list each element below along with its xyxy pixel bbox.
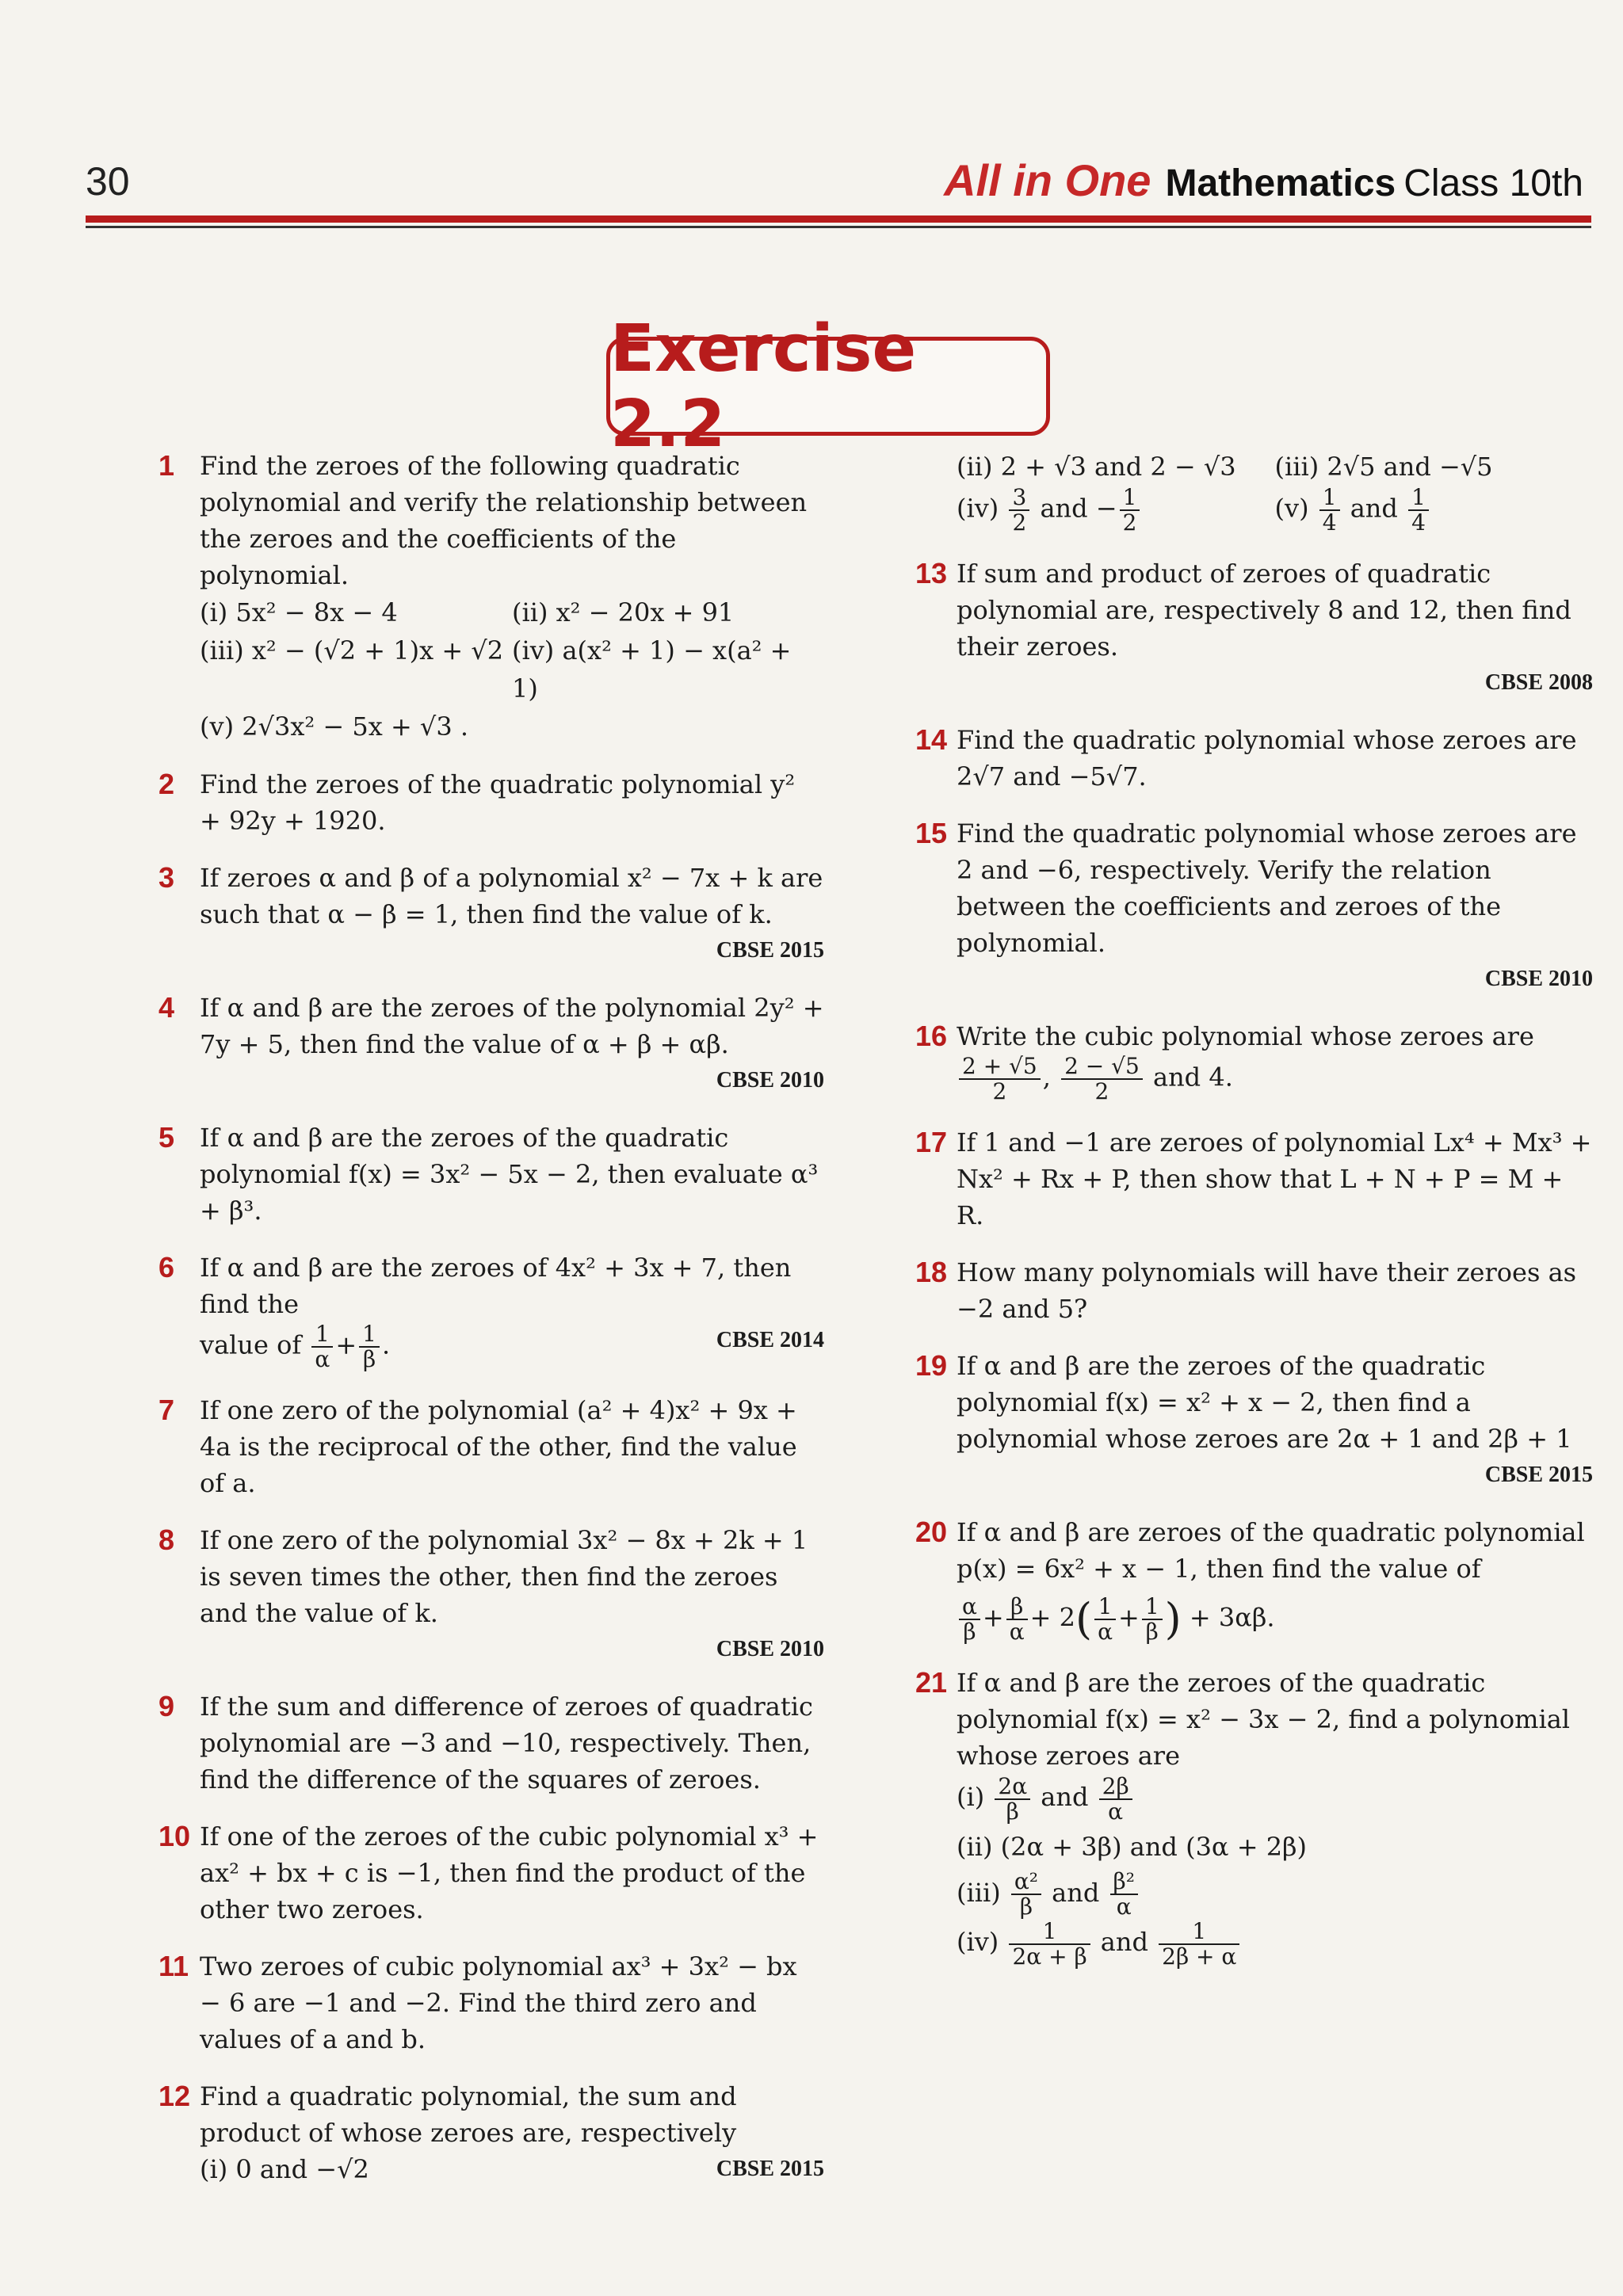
question-number: 10 [158,1820,191,1852]
fraction: $\frac{3}{2}$ [1009,486,1029,535]
question-number: 2 [158,768,175,800]
part-iv: (iv) a(x² + 1) − x(a² + 1) [512,635,792,704]
question-10 [158,1818,824,1928]
part-v: (v) $\frac{1}{4}$ and $\frac{1}{4}$ [1275,486,1594,535]
brand-class: Class 10th [1403,162,1583,204]
question-text: Find a quadratic polynomial, the sum and product of whose zeroes are, respectively [200,2081,737,2148]
source-tag: CBSE 2015 [1484,1463,1593,1487]
brand [944,154,1583,206]
part-iii: (iii) x² − (√2 + 1)x + √2 [200,635,504,666]
question-5 [158,1119,824,1229]
question-number: 5 [158,1121,175,1154]
question-1 [158,448,824,746]
question-number: 3 [158,861,175,894]
fraction: $\frac{1}{\alpha}$ [311,1322,333,1371]
part-ii: (ii) x² − 20x + 91 [512,597,735,627]
question-number: 19 [915,1349,948,1382]
question-text: If the sum and difference of zeroes of quadratic polynomial are −3 and −10, respectively. Then, find the difference of the squares of zeroes. [200,1691,813,1794]
source-tag: CBSE 2014 [716,1328,824,1352]
question-14 [915,722,1593,795]
question-20-expression: $\frac{\alpha}{\beta}$ + $\frac{\beta}{\alpha}$ + 2( $\frac{1}{\alpha}$ + $\frac{1}{\beta}$ ) + 3αβ. [957,1595,1593,1644]
question-number: 7 [158,1394,175,1426]
question-12-continued [915,448,1593,535]
question-text: If α and β are the zeroes of the quadratic polynomial f(x) = x² + x − 2, then find a polynomial whose zeroes are 2α + 1 and 2β + 1 [957,1351,1572,1454]
question-number: 16 [915,1020,948,1052]
question-number: 9 [158,1690,175,1722]
question-18 [915,1254,1593,1327]
part-iv: (iv) $\frac{1}{2\alpha + \beta}$ and $\frac{1}{2\beta + \alpha}$ [957,1919,1593,1969]
page-header [0,0,1623,238]
fraction: $\frac{\text{α²}}{\beta}$ [1011,1870,1041,1919]
fraction: $\frac{2\beta}{\alpha}$ [1099,1775,1132,1824]
question-6-expression: value of $\frac{1}{\alpha}$ + $\frac{1}{\beta}$ . CBSE 2014 [200,1321,824,1372]
source-tag: CBSE 2010 [716,1637,824,1661]
part-i: (i) $\frac{2\alpha}{\beta}$ and $\frac{2\beta}{\alpha}$ [957,1774,1593,1824]
question-number: 11 [158,1950,189,1982]
fraction: $\frac{2 - √5}{2}$ [1061,1055,1143,1104]
question-text: Two zeroes of cubic polynomial ax³ + 3x² − bx − 6 are −1 and −2. Find the third zero and values of a and b. [200,1951,797,2054]
part-ii: (ii) (2α + 3β) and (3α + 2β) [957,1831,1308,1862]
question-number: 1 [158,449,175,482]
question-text: If 1 and −1 are zeroes of polynomial Lx⁴ + Mx³ + Nx² + Rx + P, then show that L + N + P = M + R. [957,1127,1592,1230]
fraction: $\frac{1}{4}$ [1319,486,1340,535]
right-column [915,448,1593,1989]
question-text: If α and β are the zeroes of the quadratic polynomial f(x) = x² − 3x − 2, find a polynomial whose zeroes are [957,1668,1570,1771]
part-iii: (iii) $\frac{\text{α²}}{\beta}$ and $\frac{\text{β²}}{\alpha}$ [957,1870,1593,1920]
question-text: If α and β are zeroes of the quadratic polynomial p(x) = 6x² + x − 1, then find the value of [957,1517,1585,1584]
fraction: $\frac{1}{2\alpha + \beta}$ [1009,1920,1090,1969]
fraction: $\frac{1}{4}$ [1408,486,1429,535]
question-text: If one of the zeroes of the cubic polynomial x³ + ax² + bx + c is −1, then find the product of the other two zeroes. [200,1821,819,1924]
question-12 [158,2078,824,2187]
fraction: $\frac{2\alpha}{\beta}$ [995,1775,1030,1824]
question-2 [158,766,824,839]
question-text: If zeroes α and β of a polynomial x² − 7x + k are such that α − β = 1, then find the value of k. [200,863,823,929]
fraction: $\frac{\text{β²}}{\alpha}$ [1110,1870,1138,1919]
question-9 [158,1688,824,1798]
question-number: 15 [915,817,948,849]
brand-subject: Mathematics [1165,162,1396,204]
part-ii: (ii) 2 + √3 and 2 − √3 [957,452,1236,482]
question-text: How many polynomials will have their zeroes as −2 and 5? [957,1257,1577,1324]
header-rule-red [86,215,1591,223]
question-text: Find the zeroes of the quadratic polynomial y² + 92y + 1920. [200,769,796,836]
part-v: (v) 2√3x² − 5x + √3 . [200,711,469,742]
question-number: 17 [915,1126,948,1158]
question-15 [915,815,1593,997]
question-parts [200,593,824,746]
header-rule-dark [86,226,1591,228]
question-13 [915,555,1593,701]
question-16 [915,1018,1593,1104]
source-tag: CBSE 2015 [716,938,824,963]
question-16-expression: $\frac{2 + √5}{2}$ , $\frac{2 - √5}{2}$ and 4. [957,1055,1593,1104]
question-21 [915,1665,1593,1969]
source-tag: CBSE 2015 [716,2157,824,2181]
question-text: Find the quadratic polynomial whose zeroes are 2√7 and −5√7. [957,725,1577,791]
brand-logo: All in One [944,155,1151,205]
question-text: If α and β are the zeroes of 4x² + 3x + 7, then find the [200,1253,792,1319]
question-text: If α and β are the zeroes of the quadratic polynomial f(x) = 3x² − 5x − 2, then evaluate α³ + β³. [200,1123,819,1226]
fraction: $\frac{1}{2}$ [1120,486,1140,535]
source-tag: CBSE 2010 [716,1068,824,1093]
question-12-part-i: (i) 0 and −√2 CBSE 2015 [200,2151,824,2187]
question-number: 6 [158,1251,175,1283]
question-number: 13 [915,557,948,589]
question-text: If sum and product of zeroes of quadratic polynomial are, respectively 8 and 12, then find their zeroes. [957,559,1571,662]
left-column [158,448,824,2208]
source-tag: CBSE 2010 [1484,967,1593,991]
question-text: If α and β are the zeroes of the polynomial 2y² + 7y + 5, then find the value of α + β + αβ. [200,993,824,1059]
question-20 [915,1514,1593,1644]
question-6 [158,1249,824,1371]
fraction: $\frac{1}{\beta}$ [359,1322,380,1371]
question-4 [158,990,824,1099]
part-i: (i) 5x² − 8x − 4 [200,597,398,627]
question-number: 14 [915,723,948,756]
page-number: 30 [86,159,130,204]
question-8 [158,1522,824,1668]
fraction: $\frac{1}{2\beta + \alpha}$ [1159,1920,1239,1969]
question-parts [957,448,1593,535]
fraction: $\frac{1}{\alpha}$ [1094,1595,1116,1644]
question-number: 18 [915,1256,948,1288]
fraction: $\frac{\alpha}{\beta}$ [959,1595,980,1644]
fraction: $\frac{1}{\beta}$ [1142,1595,1163,1644]
question-19 [915,1348,1593,1493]
question-text: Write the cubic polynomial whose zeroes are [957,1021,1534,1051]
question-number: 12 [158,2080,191,2112]
exercise-title: Exercise 2.2 [606,337,1050,436]
fraction: $\frac{2 + √5}{2}$ [959,1055,1041,1104]
question-7 [158,1392,824,1501]
question-3 [158,860,824,969]
question-number: 20 [915,1516,948,1548]
question-text: If one zero of the polynomial (a² + 4)x² + 9x + 4a is the reciprocal of the other, find the value of a. [200,1395,797,1498]
question-number: 4 [158,991,175,1024]
fraction: $\frac{\beta}{\alpha}$ [1006,1595,1028,1644]
question-number: 21 [915,1666,948,1699]
question-text: Find the quadratic polynomial whose zeroes are 2 and −6, respectively. Verify the relation between the coefficients and zeroes of the polynomial. [957,818,1577,958]
question-text: Find the zeroes of the following quadratic polynomial and verify the relationship between the zeroes and the coefficients of the polynomial. [200,451,808,590]
question-17 [915,1124,1593,1234]
question-11 [158,1948,824,2058]
source-tag: CBSE 2008 [1484,670,1593,695]
part-iv: (iv) $\frac{3}{2}$ and − $\frac{1}{2}$ [957,486,1275,535]
question-text: If one zero of the polynomial 3x² − 8x + 2k + 1 is seven times the other, then find the zeroes and the value of k. [200,1525,808,1628]
part-iii: (iii) 2√5 and −√5 [1274,452,1493,482]
question-number: 8 [158,1524,175,1556]
